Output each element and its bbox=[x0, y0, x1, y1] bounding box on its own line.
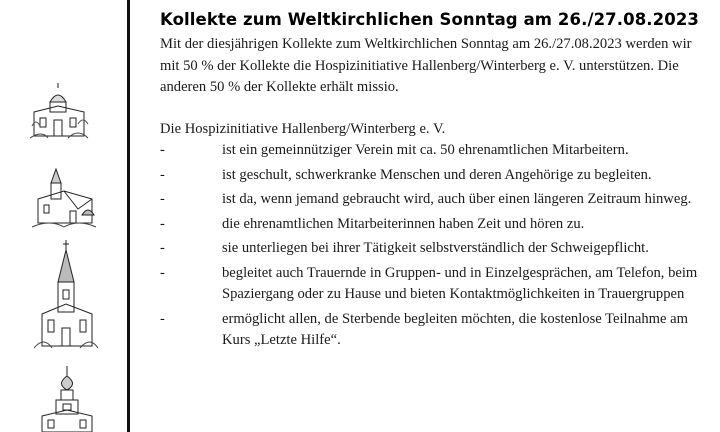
bullet-dash: - bbox=[160, 191, 165, 207]
bullet-dash: - bbox=[160, 310, 165, 327]
article bbox=[160, 10, 705, 355]
article-title: Kollekte zum Weltkirchlichen Sonntag am 26./27.08.2023 bbox=[160, 10, 699, 29]
bullet-dash: - bbox=[160, 215, 165, 232]
intro-paragraph: Mit der diesjährigen Kollekte zum Weltkirchlichen Sonntag am 26./27.08.2023 werden wir mit 50 % der Kollekte die Hospizinitiative Hallenberg/Winterberg e. V. unterstützen. Die anderen 50 % der Kollekte erhält missio. bbox=[160, 36, 692, 95]
vertical-divider bbox=[127, 0, 130, 432]
church-illustrations-sidebar bbox=[0, 0, 120, 432]
list-item-text: ist da, wenn jemand gebraucht wird, auch über einen längeren Zeitraum hinweg. bbox=[222, 191, 692, 207]
church-onion-dome-illustration bbox=[36, 364, 98, 432]
organization-heading: Die Hospizinitiative Hallenberg/Winterberg e. V. bbox=[160, 120, 446, 137]
list-item-text: ermöglicht allen, de Sterbende begleiten möchten, die kostenlose Teilnahme am Kurs „Letzte Hilfe“. bbox=[222, 310, 688, 348]
bullet-dash: - bbox=[160, 142, 165, 158]
list-item-text: ist ein gemeinnütziger Verein mit ca. 50 ehrenamtlichen Mitarbeitern. bbox=[222, 142, 629, 158]
list-item bbox=[160, 263, 705, 306]
list-item bbox=[160, 309, 705, 352]
church-spire-illustration bbox=[34, 240, 98, 352]
list-item-text: begleitet auch Trauernde in Gruppen- und in Einzelgesprächen, am Telefon, beim Spaziergang oder zu Hause und bieten Kontaktmöglichkeiten in Trauergruppen bbox=[222, 264, 698, 302]
list-item bbox=[160, 214, 705, 236]
list-item bbox=[160, 189, 705, 211]
list-item-text: sie unterliegen bei ihrer Tätigkeit selbstverständlich der Schweigepflicht. bbox=[222, 240, 649, 256]
list-item-text: ist geschult, schwerkranke Menschen und deren Angehörige zu begleiten. bbox=[222, 166, 652, 183]
bullet-dash: - bbox=[160, 166, 165, 183]
list-item bbox=[160, 140, 705, 162]
list-item bbox=[160, 165, 705, 187]
list-item-text: die ehrenamtlichen Mitarbeiterinnen haben Zeit und hören zu. bbox=[222, 215, 585, 232]
list-item bbox=[160, 238, 705, 260]
bullet-dash: - bbox=[160, 240, 165, 256]
church-village-illustration bbox=[30, 165, 98, 233]
bullet-dash: - bbox=[160, 264, 165, 281]
chapel-dome-illustration bbox=[28, 82, 90, 144]
